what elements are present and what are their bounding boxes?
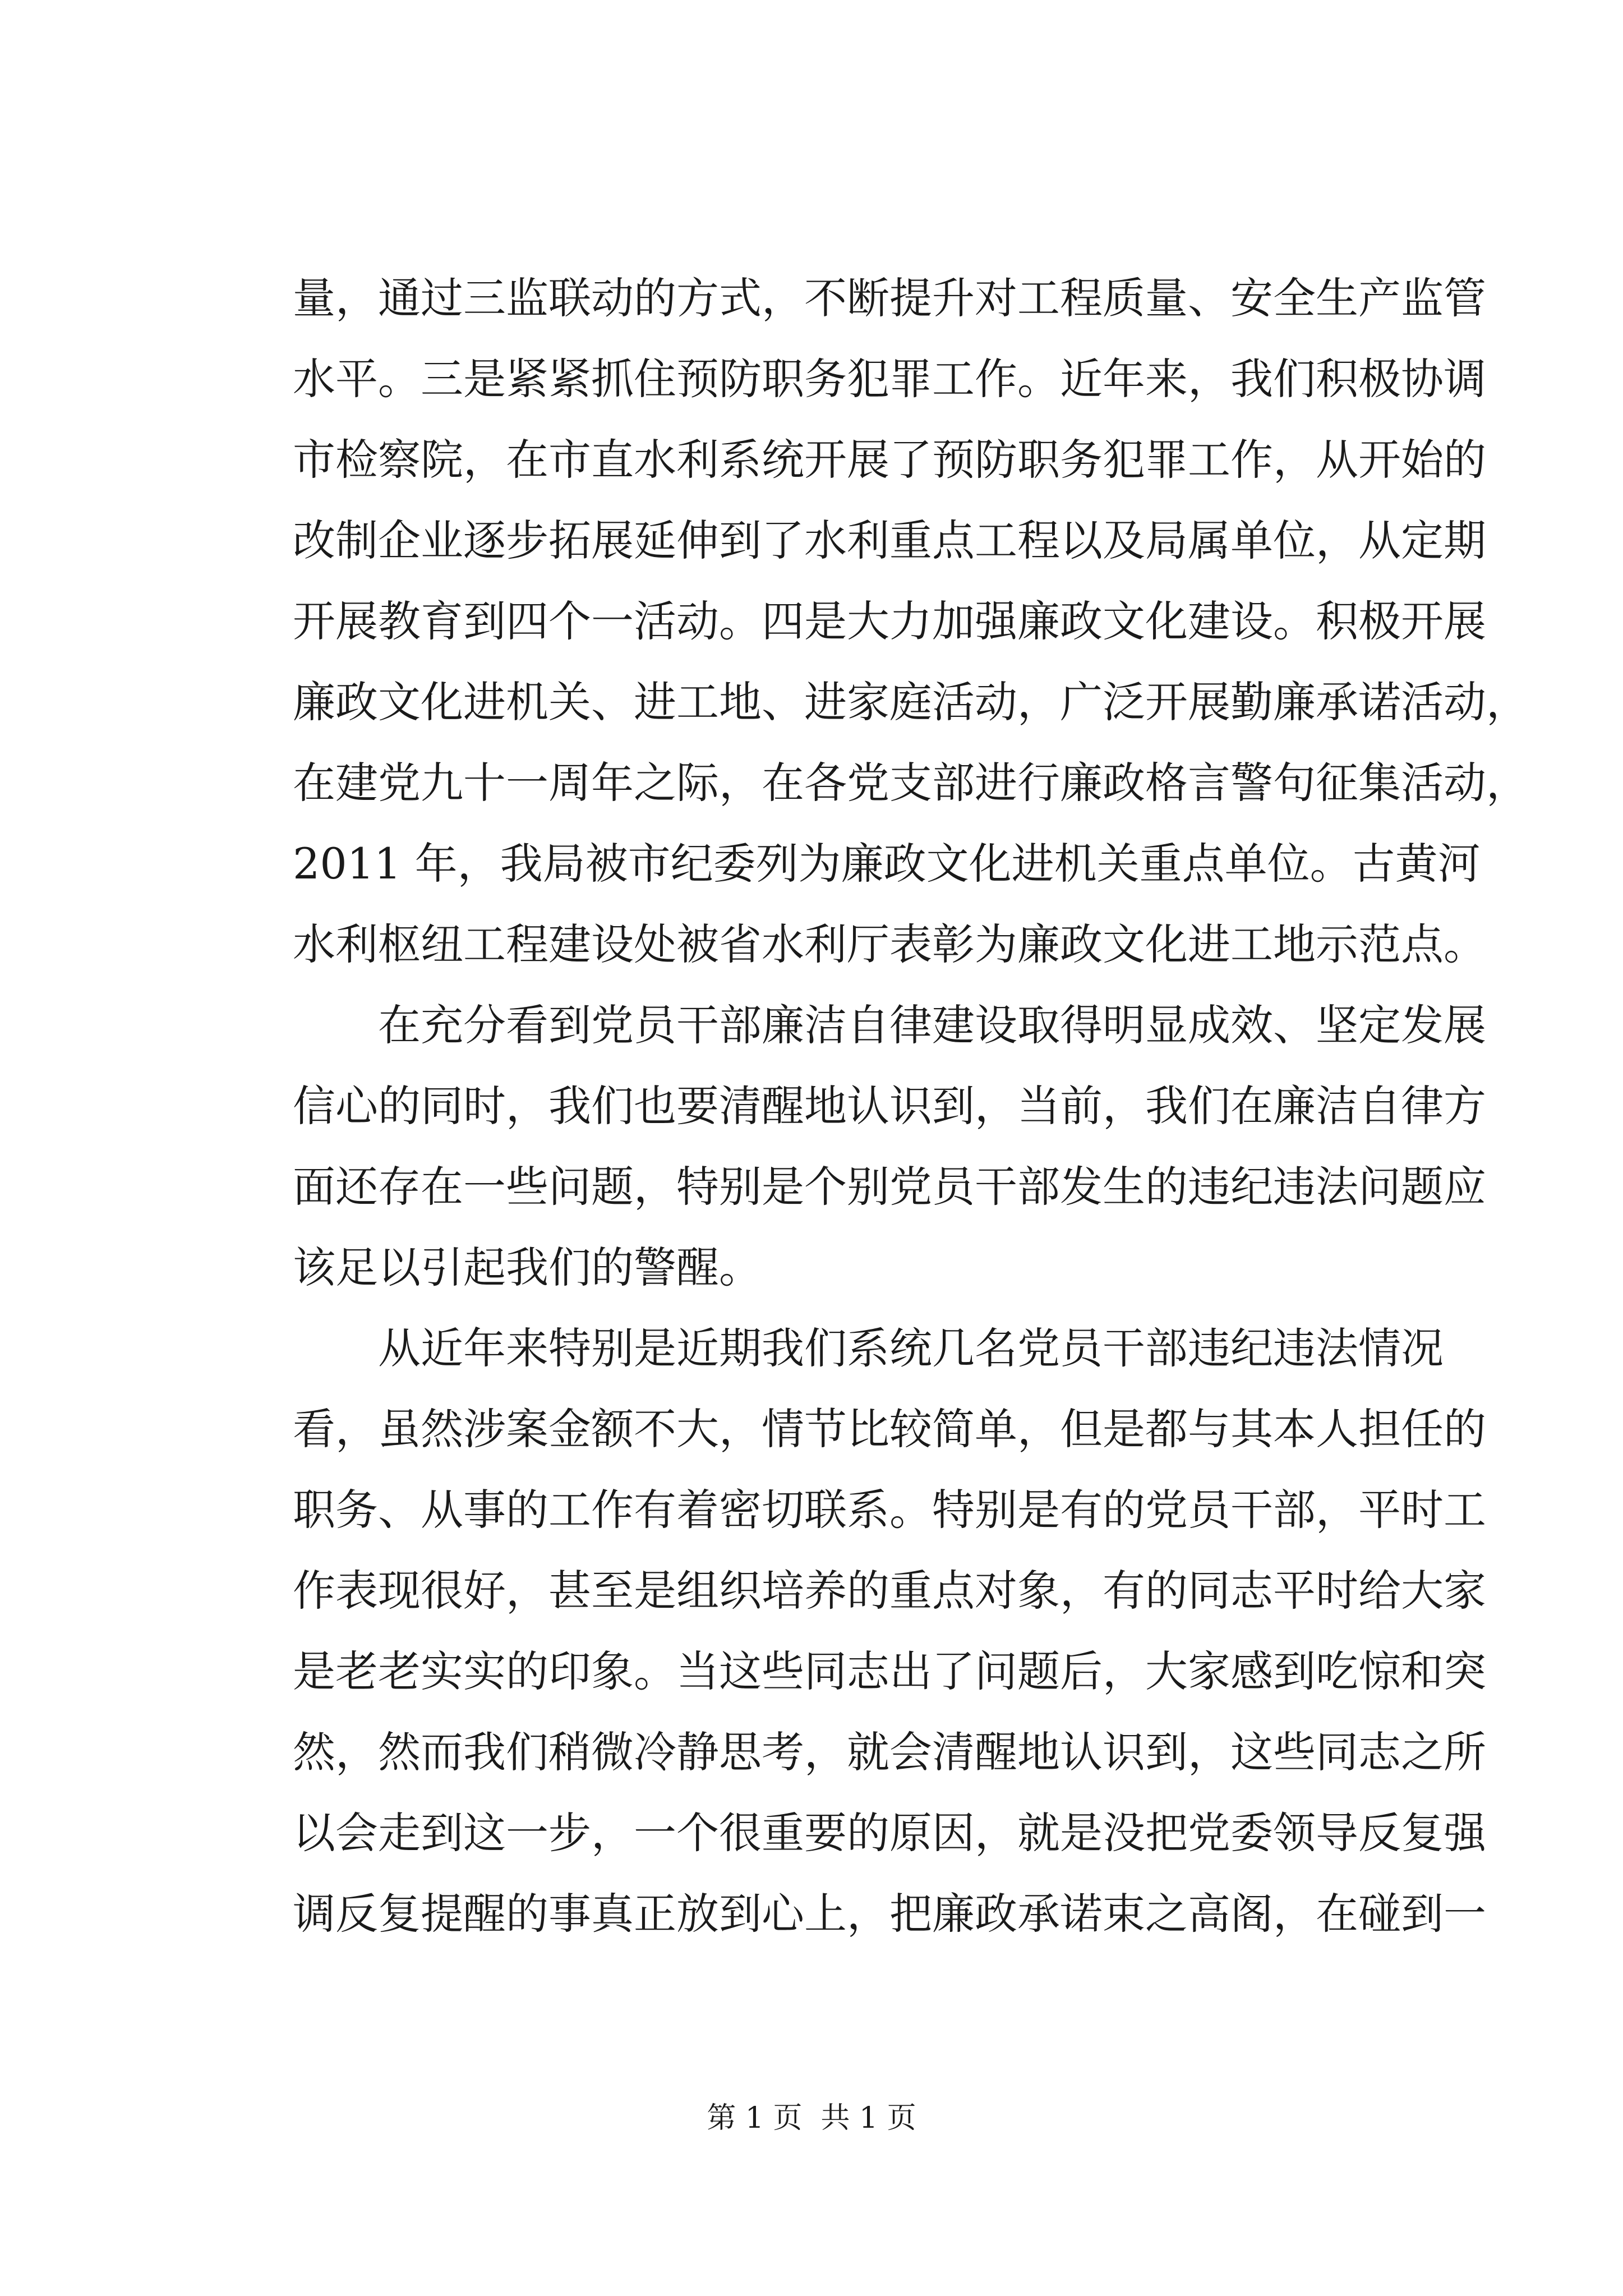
text-line: 是老老实实的印象。当这些同志出了问题后，大家感到吃惊和突 — [293, 1646, 1486, 1696]
document-body — [293, 258, 1529, 1954]
text-line: 调反复提醒的事真正放到心上，把廉政承诺束之高阁，在碰到一 — [293, 1889, 1486, 1939]
text-line: 该足以引起我们的警醒。 — [293, 1243, 762, 1292]
text-line: 开展教育到四个一活动。四是大力加强廉政文化建设。积极开展 — [293, 596, 1486, 646]
text-line: 作表现很好，甚至是组织培养的重点对象，有的同志平时给大家 — [293, 1566, 1486, 1616]
text-line: 然，然而我们稍微冷静思考，就会清醒地认识到，这些同志之所 — [293, 1727, 1486, 1777]
text-line: 量，通过三监联动的方式，不断提升对工程质量、安全生产监管 — [293, 273, 1486, 323]
text-line: 信心的同时，我们也要清醒地认识到，当前，我们在廉洁自律方 — [293, 1081, 1486, 1131]
text-line: 市检察院，在市直水利系统开展了预防职务犯罪工作，从开始的 — [293, 435, 1486, 485]
text-line: 水利枢纽工程建设处被省水利厅表彰为廉政文化进工地示范点。 — [293, 919, 1486, 969]
paragraph-first-line: 从近年来特别是近期我们系统几名党员干部违纪违法情况 — [378, 1323, 1444, 1373]
text-line: 在建党九十一周年之际，在各党支部进行廉政格言警句征集活动， — [293, 758, 1529, 808]
text-line: 2011 年，我局被市纪委列为廉政文化进机关重点单位。古黄河 — [293, 839, 1481, 889]
text-line: 看，虽然涉案金额不大，情节比较简单，但是都与其本人担任的 — [293, 1404, 1486, 1454]
text-line: 面还存在一些问题，特别是个别党员干部发生的违纪违法问题应 — [293, 1162, 1486, 1212]
text-line: 职务、从事的工作有着密切联系。特别是有的党员干部，平时工 — [293, 1485, 1486, 1535]
text-line: 廉政文化进机关、进工地、进家庭活动，广泛开展勤廉承诺活动， — [293, 677, 1529, 727]
text-line: 水平。三是紧紧抓住预防职务犯罪工作。近年来，我们积极协调 — [293, 354, 1486, 404]
page-footer: 第 1 页 共 1 页 — [707, 2101, 916, 2135]
paragraph-first-line: 在充分看到党员干部廉洁自律建设取得明显成效、坚定发展 — [378, 1000, 1486, 1050]
text-line: 以会走到这一步，一个很重要的原因，就是没把党委领导反复强 — [293, 1808, 1486, 1858]
text-line: 改制企业逐步拓展延伸到了水利重点工程以及局属单位，从定期 — [293, 516, 1486, 565]
